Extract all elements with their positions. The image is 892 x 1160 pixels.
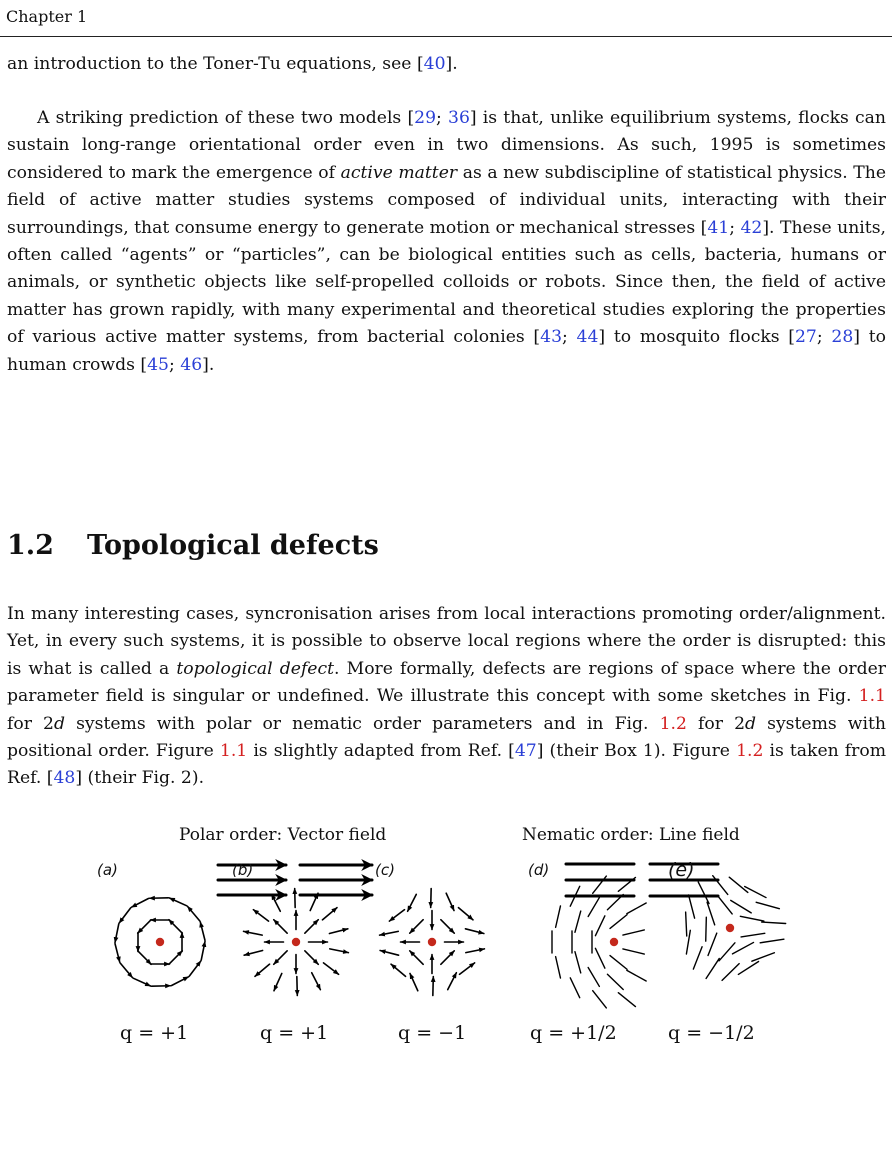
text: ]. — [202, 354, 215, 375]
vector-arrow — [380, 931, 399, 935]
vector-arrow — [119, 908, 130, 923]
vector-arrow — [305, 920, 318, 933]
defect-core — [292, 938, 300, 946]
text: ; — [816, 327, 832, 348]
defect-panel — [244, 889, 349, 996]
vector-arrow — [459, 963, 474, 974]
panel-letter: (b) — [232, 861, 254, 879]
panel-charge: q = +1/2 — [530, 1022, 617, 1044]
section-number: 1.2 — [7, 530, 54, 561]
vector-arrow — [169, 951, 182, 964]
uniform-fields — [218, 864, 718, 896]
text: ] (their Box 1). Figure — [536, 741, 737, 762]
citation-link[interactable]: 29 — [414, 108, 437, 128]
director-line — [575, 952, 581, 973]
figure-link[interactable]: 1.2 — [736, 741, 764, 762]
director-line — [706, 958, 719, 978]
director-line — [686, 912, 687, 936]
figure-link[interactable]: 1.2 — [659, 713, 687, 734]
director-line — [707, 902, 715, 925]
citation-link[interactable]: 47 — [514, 741, 537, 762]
emphasis: d — [53, 713, 65, 734]
director-line — [607, 974, 623, 989]
text: ] to mosquito flocks [ — [598, 327, 795, 348]
director-line — [713, 876, 728, 895]
vector-arrow — [410, 920, 423, 933]
director-line — [623, 930, 644, 935]
director-line — [618, 993, 635, 1007]
vector-arrow — [244, 931, 263, 935]
vector-arrow — [330, 949, 349, 953]
citation-link[interactable]: 40 — [423, 54, 446, 74]
text: ]. These units, often called “agents” or “particles”, can be biological entities such as cells, bacteria, humans or animals, or synthetic objects like self-propelled colloids or robots. Since then, the field of active matter has grown rapidly, with many experimental and theoretical studies exploring the properties of various active matter systems, from bacterial colonies [ — [7, 217, 886, 348]
vector-arrow — [322, 908, 337, 920]
director-line — [762, 922, 786, 923]
text: In many interesting cases, syncronisation arises from local interactions promoting order/alignment. Yet, in every such systems, it is possible to observe local regions where the order is disrupted: this is what is called a — [7, 604, 886, 679]
director-line — [740, 916, 764, 921]
text: ; — [169, 354, 181, 375]
director-line — [719, 943, 735, 961]
director-line — [756, 902, 779, 908]
vector-arrow — [120, 963, 132, 978]
text: as a new subdiscipline of statistical physics. The field of active matter studies systems composed of individual units, interacting with their surroundings, that consume energy to generate motion or mechanical stresses [ — [7, 162, 887, 238]
vector-arrow — [169, 920, 182, 933]
citation-link[interactable]: 28 — [831, 327, 854, 348]
director-line — [693, 947, 702, 969]
section-title: Topological defects — [87, 530, 379, 561]
vector-arrow — [133, 978, 150, 986]
director-line — [623, 949, 644, 954]
defect-core — [610, 938, 618, 946]
defect-panel — [115, 898, 205, 986]
figure-link[interactable]: 1.1 — [219, 741, 248, 762]
director-line — [588, 967, 599, 986]
text: systems with polar or nematic order parameters and in Fig. — [64, 713, 660, 734]
vector-arrow — [391, 964, 406, 976]
panel-letter: (a) — [97, 861, 118, 879]
chapter-label: Chapter 1 — [6, 7, 88, 26]
director-line — [575, 911, 581, 932]
text: ; — [436, 108, 449, 128]
panel-charge: q = −1/2 — [668, 1022, 755, 1044]
panel-charge: q = −1 — [398, 1022, 467, 1044]
director-line — [595, 948, 604, 968]
director-line — [610, 956, 627, 970]
vector-arrow — [115, 924, 119, 943]
vector-arrow — [458, 908, 473, 920]
vector-arrow — [189, 961, 200, 976]
citation-link[interactable]: 48 — [53, 768, 76, 789]
director-line — [588, 898, 599, 917]
text: is slightly adapted from Ref. [ — [247, 741, 515, 762]
director-line — [722, 964, 739, 981]
vector-arrow — [188, 906, 200, 921]
vector-arrow — [441, 920, 454, 933]
nematic-order-title: Nematic order: Line field — [522, 825, 740, 845]
figure-link[interactable]: 1.1 — [858, 686, 886, 707]
vector-arrow — [312, 973, 321, 990]
defect-core — [428, 938, 436, 946]
director-line — [556, 957, 561, 978]
director-line — [738, 961, 758, 974]
vector-arrow — [201, 941, 205, 960]
vector-arrow — [272, 894, 281, 911]
defect-panel — [686, 876, 786, 981]
vector-arrow — [410, 973, 418, 990]
vector-arrow — [380, 950, 398, 955]
text: ] (their Fig. 2). — [75, 768, 205, 789]
text: is taken from Ref. [ — [7, 741, 886, 789]
vector-arrow — [408, 894, 417, 911]
director-line — [627, 970, 646, 981]
director-line — [731, 900, 751, 913]
vector-arrow — [329, 929, 347, 934]
director-line — [627, 903, 646, 914]
defect-core — [726, 924, 734, 932]
text: ; — [729, 217, 741, 238]
citation-link[interactable]: 27 — [795, 327, 817, 348]
director-line — [595, 916, 604, 936]
polar-order-title: Polar order: Vector field — [179, 825, 387, 845]
vector-arrow — [466, 949, 485, 953]
vector-arrow — [448, 973, 457, 990]
vector-arrow — [172, 977, 189, 986]
director-line — [752, 953, 774, 961]
text: an introduction to the Toner-Tu equations, see [ — [7, 54, 424, 74]
citation-link[interactable]: 43 — [540, 327, 563, 348]
director-line — [570, 978, 579, 998]
panel-charge: q = +1 — [260, 1022, 329, 1044]
vector-arrow — [389, 910, 404, 921]
director-line — [708, 933, 717, 955]
vector-arrow — [244, 950, 262, 955]
vector-arrow — [253, 910, 268, 921]
vector-arrow — [410, 951, 423, 964]
director-line — [729, 877, 748, 892]
defect-core — [156, 938, 164, 946]
citation-link[interactable]: 44 — [576, 327, 599, 348]
text: for 2 — [686, 713, 746, 734]
vector-arrow — [138, 951, 151, 964]
director-line — [610, 915, 627, 929]
vector-arrow — [138, 920, 151, 933]
panel-charge: q = +1 — [120, 1022, 189, 1044]
panel-letter: (c) — [375, 861, 395, 879]
director-line — [760, 939, 784, 943]
text: for 2 — [7, 713, 54, 734]
text: ; — [562, 327, 577, 348]
director-line — [556, 906, 561, 927]
vector-arrow — [446, 893, 454, 910]
director-line — [741, 933, 765, 937]
vector-arrow — [274, 920, 287, 933]
vector-arrow — [274, 973, 282, 990]
director-line — [698, 882, 709, 903]
vector-arrow — [441, 951, 454, 964]
defect-panel — [380, 889, 485, 996]
citation-link[interactable]: 45 — [147, 354, 169, 375]
vector-arrow — [323, 963, 338, 974]
vector-arrow — [465, 929, 483, 934]
citation-link[interactable]: 42 — [740, 217, 763, 238]
director-line — [717, 895, 732, 914]
vector-arrow — [255, 964, 270, 976]
vector-arrow — [115, 944, 120, 962]
text: ]. — [445, 54, 458, 74]
text: ] is that, unlike equilibrium systems, flocks can sustain long-range orientational order even in two dimensions. As such, 1995 is sometimes considered to mark the emergence of — [7, 108, 886, 183]
text: ] to human crowds [ — [7, 327, 886, 375]
vector-arrow — [305, 951, 318, 964]
emphasis: active matter — [340, 162, 458, 183]
vector-arrow — [131, 899, 148, 908]
director-line — [593, 991, 607, 1008]
text: systems with positional order. Figure — [7, 713, 886, 762]
director-line — [706, 917, 707, 941]
emphasis: topological defect — [176, 658, 335, 679]
panel-letter: (d) — [528, 861, 550, 879]
director-line — [689, 895, 695, 918]
text: . More formally, defects are regions of space where the order parameter field is singular or undefined. We illustrate this concept with some sketches in Fig. — [7, 658, 887, 707]
director-line — [732, 942, 753, 953]
citation-link[interactable]: 46 — [180, 354, 203, 375]
text: A striking prediction of these two models [ — [37, 108, 415, 128]
panel-letter: (e) — [668, 859, 695, 881]
vector-arrow — [169, 898, 186, 906]
vector-arrow — [200, 922, 205, 940]
citation-link[interactable]: 36 — [448, 108, 470, 128]
vector-arrow — [274, 951, 287, 964]
citation-link[interactable]: 41 — [707, 217, 730, 238]
emphasis: d — [745, 713, 757, 734]
